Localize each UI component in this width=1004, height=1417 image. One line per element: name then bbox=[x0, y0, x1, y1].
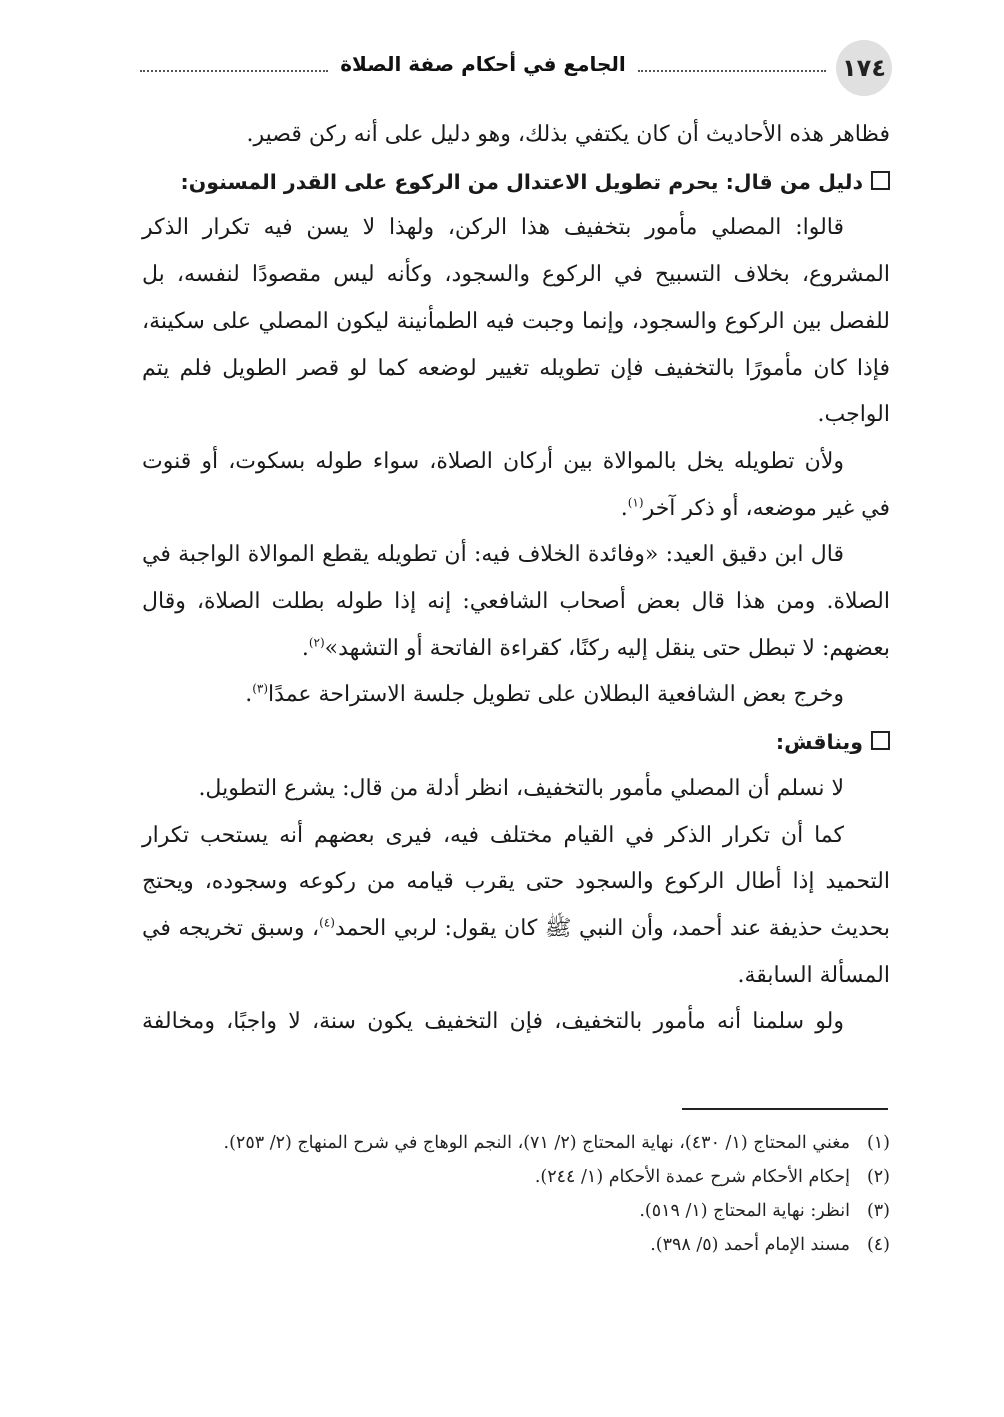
paragraph-1: فظاهر هذه الأحاديث أن كان يكتفي بذلك، وهو دليل على أنه ركن قصير. bbox=[246, 122, 890, 147]
footnote-item bbox=[142, 1128, 890, 1158]
page-number: ١٧٤ bbox=[836, 40, 892, 96]
book-title: الجامع في أحكام صفة الصلاة bbox=[340, 52, 626, 76]
paragraph-4-text: قال ابن دقيق العيد: «وفائدة الخلاف فيه: أن تطويله يقطع الموالاة الواجبة في الصلاة. ومن هذا قال بعض أصحاب الشافعي: إنه إذا طوله بطلت الصلاة، وقال بعضهم: لا تبطل حتى ينقل إليه ركنًا، كقراءة الفاتحة أو التشهد» bbox=[142, 542, 890, 661]
footnote-ref-4[interactable]: (٤) bbox=[319, 915, 335, 930]
paragraph-7 bbox=[142, 813, 890, 1000]
footnote-text: مغني المحتاج (١/ ٤٣٠)، نهاية المحتاج (٢/ ٧١)، النجم الوهاج في شرح المنهاج (٢/ ٢٥٣). bbox=[223, 1133, 850, 1153]
main-text bbox=[142, 112, 890, 1046]
footnote-ref-1[interactable]: (١) bbox=[627, 495, 644, 510]
paragraph-5-text: وخرج بعض الشافعية البطلان على تطويل جلسة الاستراحة عمدًا bbox=[268, 682, 844, 708]
paragraph-2: قالوا: المصلي مأمور بتخفيف هذا الركن، ولهذا لا يسن فيه تكرار الذكر المشروع، بخلاف التسبيح في الركوع والسجود، وكأنه ليس مقصودًا لنفسه، بل للفصل بين الركوع والسجود، وإنما وجبت فيه الطمأنينة ليكون المصلي على سكينة، فإذا كان مأمورًا بالتخفيف فإن تطويله تغيير لوضعه كما لو قصر الطويل فلم يتم الواجب. bbox=[142, 215, 890, 428]
paragraph-5: وخرج بعض الشافعية البطلان على تطويل جلسة الاستراحة عمدًا$^{(٣)}$. bbox=[245, 682, 844, 708]
footnote-text: انظر: نهاية المحتاج (١/ ٥١٩). bbox=[639, 1201, 850, 1221]
footnote-item bbox=[142, 1230, 890, 1260]
footnote-ref-2[interactable]: (٢) bbox=[308, 635, 325, 650]
section-heading-evidence bbox=[142, 159, 890, 206]
footnote-number: (٣) bbox=[866, 1201, 890, 1221]
footnote-item bbox=[142, 1196, 890, 1226]
paragraph-7-text: كما أن تكرار الذكر في القيام مختلف فيه، فيرى بعضهم أنه يستحب تكرار التحميد إذا أطال الركوع والسجود حتى يقرب قيامه من ركوعه وسجوده، ويحتج بحديث حذيفة عند أحمد، وأن النبي ﷺ كان يقول: لربي الحمد bbox=[142, 822, 891, 941]
heading-text: دليل من قال: يحرم تطويل الاعتدال من الركوع على القدر المسنون: bbox=[180, 169, 863, 194]
paragraph-6: لا نسلم أن المصلي مأمور بالتخفيف، انظر أدلة من قال: يشرع التطويل. bbox=[198, 775, 844, 801]
paragraph-3: ولأن تطويله يخل بالموالاة بين أركان الصلاة، سواء طوله بسكوت، أو قنوت في غير موضعه، أو ذكر آخر$^{(١)}$. bbox=[142, 448, 890, 521]
footnote-text: مسند الإمام أحمد (٥/ ٣٩٨). bbox=[650, 1235, 850, 1255]
footnote-ref-3[interactable]: (٣) bbox=[252, 682, 269, 697]
footnote-number: (٢) bbox=[866, 1167, 890, 1187]
header-dots-right bbox=[638, 70, 826, 72]
footnote-text: إحكام الأحكام شرح عمدة الأحكام (١/ ٢٤٤). bbox=[534, 1167, 850, 1187]
footnote-number: (١) bbox=[866, 1133, 890, 1153]
section-heading-discussion bbox=[142, 719, 890, 766]
paragraph-4: قال ابن دقيق العيد: «وفائدة الخلاف فيه: أن تطويله يقطع الموالاة الواجبة في الصلاة. ومن هذا قال بعض أصحاب الشافعي: إنه إذا طوله بطلت الصلاة، وقال بعضهم: لا تبطل حتى ينقل إليه ركنًا، كقراءة الفاتحة أو التشهد»$^{(٢)}$. bbox=[142, 542, 890, 661]
paragraph-3-text: ولأن تطويله يخل بالموالاة بين أركان الصلاة، سواء طوله بسكوت، أو قنوت في غير موضعه، أو ذكر آخر bbox=[142, 448, 890, 521]
page-header bbox=[140, 40, 892, 100]
paragraph-8: ولو سلمنا أنه مأمور بالتخفيف، فإن التخفيف يكون سنة، لا واجبًا، ومخالفة bbox=[142, 1009, 844, 1035]
footnotes bbox=[142, 1128, 890, 1264]
checkbox-bullet-icon bbox=[871, 731, 890, 750]
paragraph-7-tail: ، وسبق تخريجه في المسألة السابقة. bbox=[142, 915, 890, 988]
checkbox-bullet-icon bbox=[871, 171, 890, 190]
running-title bbox=[140, 52, 826, 76]
footnote-separator bbox=[682, 1108, 888, 1110]
footnote-item bbox=[142, 1162, 890, 1192]
header-dots-left bbox=[140, 70, 328, 72]
footnote-number: (٤) bbox=[866, 1235, 890, 1255]
heading-text: ويناقش: bbox=[775, 730, 863, 755]
